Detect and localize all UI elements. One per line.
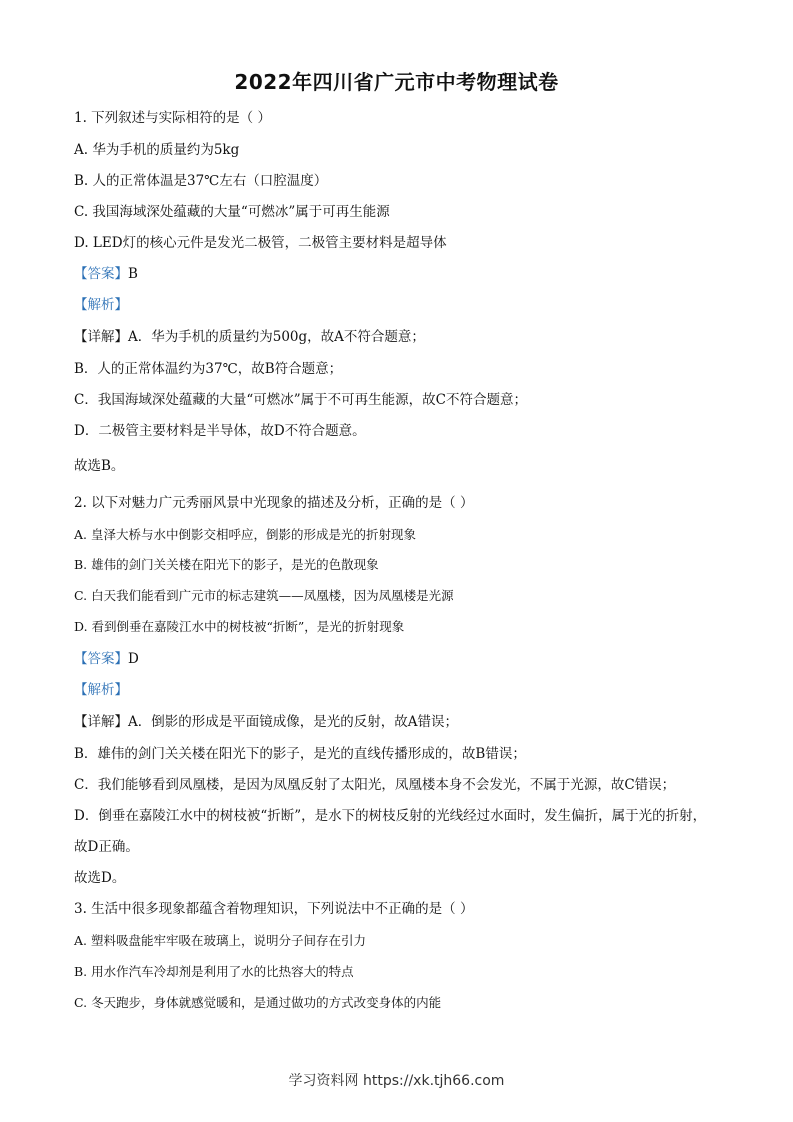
question-3-option-c: C. 冬天跑步，身体就感觉暖和，是通过做功的方式改变身体的内能 <box>74 995 442 1010</box>
answer-value: B <box>128 266 138 282</box>
question-1-analysis-label: 【解析】 <box>74 297 128 313</box>
question-1-option-a: A. 华为手机的质量约为5kg <box>74 142 240 158</box>
question-1-detail-c: C．我国海域深处蕴藏的大量“可燃冰”属于不可再生能源，故C不符合题意； <box>74 392 527 408</box>
question-2-detail-d-cont: 故D正确。 <box>74 839 139 855</box>
question-2-conclusion: 故选D。 <box>74 870 126 886</box>
question-2-detail-d: D．倒垂在嘉陵江水中的树枝被“折断”，是水下的树枝反射的光线经过水面时，发生偏折，属于光的折射， <box>74 808 707 824</box>
question-3-option-b: B. 用水作汽车冷却剂是利用了水的比热容大的特点 <box>74 964 354 979</box>
question-2-answer <box>74 649 139 669</box>
question-1-option-d: D. LED灯的核心元件是发光二极管，二极管主要材料是超导体 <box>74 235 447 251</box>
question-2-detail-a: 【详解】A．倒影的形成是平面镜成像，是光的反射，故A错误； <box>74 714 458 730</box>
question-1-conclusion: 故选B。 <box>74 458 125 474</box>
question-2-option-a: A. 皇泽大桥与水中倒影交相呼应，倒影的形成是光的折射现象 <box>74 527 416 542</box>
question-2-option-c: C. 白天我们能看到广元市的标志建筑——凤凰楼，因为凤凰楼是光源 <box>74 588 454 603</box>
question-1-detail-d: D．二极管主要材料是半导体，故D不符合题意。 <box>74 423 366 439</box>
answer-label: 【答案】 <box>74 651 128 667</box>
answer-value: D <box>128 651 139 667</box>
question-2-option-b: B. 雄伟的剑门关关楼在阳光下的影子，是光的色散现象 <box>74 557 379 572</box>
question-1-answer <box>74 264 138 284</box>
question-3-option-a: A. 塑料吸盘能牢牢吸在玻璃上，说明分子间存在引力 <box>74 933 366 948</box>
question-1-option-c: C. 我国海域深处蕴藏的大量“可燃冰”属于可再生能源 <box>74 204 390 220</box>
question-1-detail-a: 【详解】A．华为手机的质量约为500g，故A不符合题意； <box>74 329 425 345</box>
answer-label: 【答案】 <box>74 266 128 282</box>
question-2-detail-c: C．我们能够看到凤凰楼，是因为凤凰反射了太阳光，凤凰楼本身不会发光，不属于光源，故C错误； <box>74 777 676 793</box>
question-1-detail-b: B．人的正常体温约为37℃，故B符合题意； <box>74 361 343 377</box>
question-2-stem: 2. 以下对魅力广元秀丽风景中光现象的描述及分析，正确的是（ ） <box>74 495 474 511</box>
question-3-stem: 3. 生活中很多现象都蕴含着物理知识，下列说法中不正确的是（ ） <box>74 901 474 917</box>
question-2-analysis-label: 【解析】 <box>74 682 128 698</box>
question-1-option-b: B. 人的正常体温是37℃左右（口腔温度） <box>74 173 328 189</box>
footer-watermark: 学习资料网 https://xk.tjh66.com <box>288 1073 505 1089</box>
page-title: 2022年四川省广元市中考物理试卷 <box>234 70 559 94</box>
question-1-stem: 1. 下列叙述与实际相符的是（ ） <box>74 110 271 126</box>
question-2-detail-b: B．雄伟的剑门关关楼在阳光下的影子，是光的直线传播形成的，故B错误； <box>74 746 526 762</box>
question-2-option-d: D. 看到倒垂在嘉陵江水中的树枝被“折断”，是光的折射现象 <box>74 619 405 634</box>
